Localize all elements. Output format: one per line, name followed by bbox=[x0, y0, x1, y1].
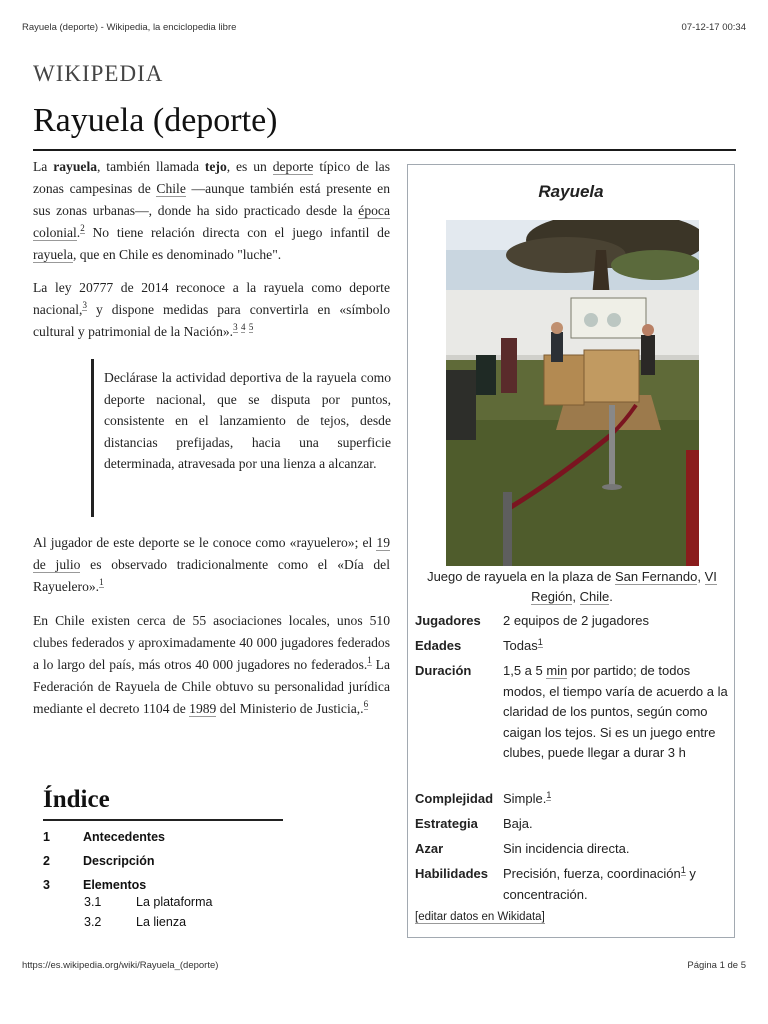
infobox-value: Simple.$^1$ bbox=[503, 789, 552, 806]
toc-subitem-number: 3.1 bbox=[84, 895, 102, 909]
reference-link[interactable]: 4 bbox=[240, 322, 246, 333]
reference-link[interactable]: 3 bbox=[233, 322, 238, 333]
reference-link[interactable]: 1 bbox=[546, 789, 552, 800]
infobox-value: Todas$^1$ bbox=[503, 636, 543, 653]
reference-link[interactable]: 6 bbox=[363, 699, 369, 710]
infobox-title: Rayuela bbox=[538, 182, 604, 201]
infobox-label: Complejidad bbox=[415, 791, 494, 806]
link-19-de-julio[interactable]: 19 de julio bbox=[33, 535, 390, 572]
reference-link[interactable]: 2 bbox=[80, 223, 85, 234]
reference-link[interactable]: 3 bbox=[82, 300, 87, 311]
link-rayuela[interactable]: rayuela bbox=[33, 247, 73, 262]
infobox-label: Duración bbox=[415, 663, 472, 678]
intro-paragraph: La rayuela, también llamada tejo, es un deporte típico de las zonas campesinas de Chile —aunque también está presente en sus zonas urbanas—, donde ha sido practicado desde la época colonial.$^2$ No tiene relación directa con el juego infantil de rayuela, que en Chile es denominado "luche". bbox=[33, 159, 391, 262]
infobox-label: Jugadores bbox=[415, 613, 481, 628]
edit-wikidata-link[interactable]: [editar datos en Wikidata] bbox=[415, 911, 545, 923]
infobox-label: Edades bbox=[415, 638, 462, 653]
infobox bbox=[407, 164, 735, 938]
toc-item-label: Elementos bbox=[83, 878, 147, 892]
print-header-datetime: 07-12-17 00:34 bbox=[681, 22, 746, 33]
infobox-value: Precisión, fuerza, coordinación$^1$ y concentración. bbox=[503, 864, 696, 902]
ley-paragraph: La ley 20777 de 2014 reconoce a la rayuela como deporte nacional,$^3$ y dispone medidas para convertirla en «símbolo cultural y patrimonial de la Nación».$^3$ $^4$ $^5$ bbox=[33, 280, 390, 339]
toc-item-number: 3 bbox=[43, 878, 50, 892]
link-1989[interactable]: 1989 bbox=[189, 701, 217, 716]
toc-item-label: Antecedentes bbox=[83, 830, 165, 844]
title-divider bbox=[33, 149, 736, 151]
link-vi-region[interactable]: VI Región bbox=[531, 569, 717, 604]
link-deporte[interactable]: deporte bbox=[272, 159, 314, 174]
toc-subitem-label: La lienza bbox=[136, 915, 187, 929]
reference-link[interactable]: 5 bbox=[248, 322, 254, 333]
infobox-value: Baja. bbox=[503, 816, 533, 831]
rayuela-photo[interactable] bbox=[446, 220, 699, 566]
law-quote bbox=[91, 359, 393, 517]
infobox-label: Habilidades bbox=[415, 866, 488, 881]
reference-link[interactable]: 1 bbox=[680, 864, 686, 875]
page-title: Rayuela (deporte) bbox=[33, 102, 278, 139]
toc-subitem-number: 3.2 bbox=[84, 915, 102, 929]
infobox-label: Azar bbox=[415, 841, 444, 856]
infobox-label: Estrategia bbox=[415, 816, 478, 831]
wikipedia-wordmark[interactable]: WIKIPEDIA bbox=[33, 61, 164, 86]
reference-link[interactable]: 1 bbox=[367, 655, 372, 666]
link-san-fernando[interactable]: San Fernando bbox=[614, 569, 698, 584]
quote-text: Declárase la actividad deportiva de la rayuela como deporte nacional, que se disputa por puntos, consistente en el lanzamiento de tejos, desde distancias prefijadas, hacia una superficie determinada, atravesada por una lienza a alcanzar. bbox=[104, 370, 391, 472]
toc-subitem-label: La plataforma bbox=[136, 895, 213, 909]
toc-divider bbox=[43, 819, 283, 821]
toc-item-number: 1 bbox=[43, 830, 50, 844]
link-chile[interactable]: Chile bbox=[156, 181, 186, 196]
toc-item-label: Descripción bbox=[83, 854, 155, 868]
toc-title: Índice bbox=[43, 786, 110, 813]
infobox-value: 2 equipos de 2 jugadores bbox=[503, 613, 650, 628]
infobox-value: Sin incidencia directa. bbox=[503, 841, 630, 856]
reference-link[interactable]: 1 bbox=[537, 636, 543, 647]
photo-caption: Juego de rayuela en la plaza de San Fernando, VI Región, Chile. bbox=[427, 569, 717, 604]
infobox-value: 1,5 a 5 min por partido; de todos modos, el tiempo varía de acuerdo a la claridad de los puntos, según como caigan los tejos. Si es un juego entre clubes, puede llegar a durar 3 h bbox=[503, 663, 728, 760]
asociaciones-paragraph: En Chile existen cerca de 55 asociaciones locales, unos 510 clubes federados y aproximadamente 40 000 jugadores federados a lo largo del país, más otros 40 000 jugadores no federados.$^1$ La Federación de Rayuela de Chile obtuvo su personalidad jurídica mediante el decreto 1104 de 1989 del Ministerio de Justicia,.$^6$ bbox=[33, 613, 390, 716]
print-header-title: Rayuela (deporte) - Wikipedia, la enciclopedia libre bbox=[22, 22, 237, 33]
print-footer-page: Página 1 de 5 bbox=[687, 960, 746, 971]
link-chile-caption[interactable]: Chile bbox=[579, 589, 610, 604]
rayuelero-paragraph: Al jugador de este deporte se le conoce como «rayuelero»; el 19 de julio es observado tradicionalmente como el «Día del Rayuelero».$^1$ bbox=[33, 535, 390, 594]
reference-link[interactable]: 1 bbox=[99, 577, 104, 588]
link-min[interactable]: min bbox=[546, 663, 568, 678]
print-footer-url: https://es.wikipedia.org/wiki/Rayuela_(deporte) bbox=[22, 960, 219, 971]
toc-item-number: 2 bbox=[43, 854, 50, 868]
link-epoca-colonial[interactable]: época colonial bbox=[33, 203, 390, 240]
